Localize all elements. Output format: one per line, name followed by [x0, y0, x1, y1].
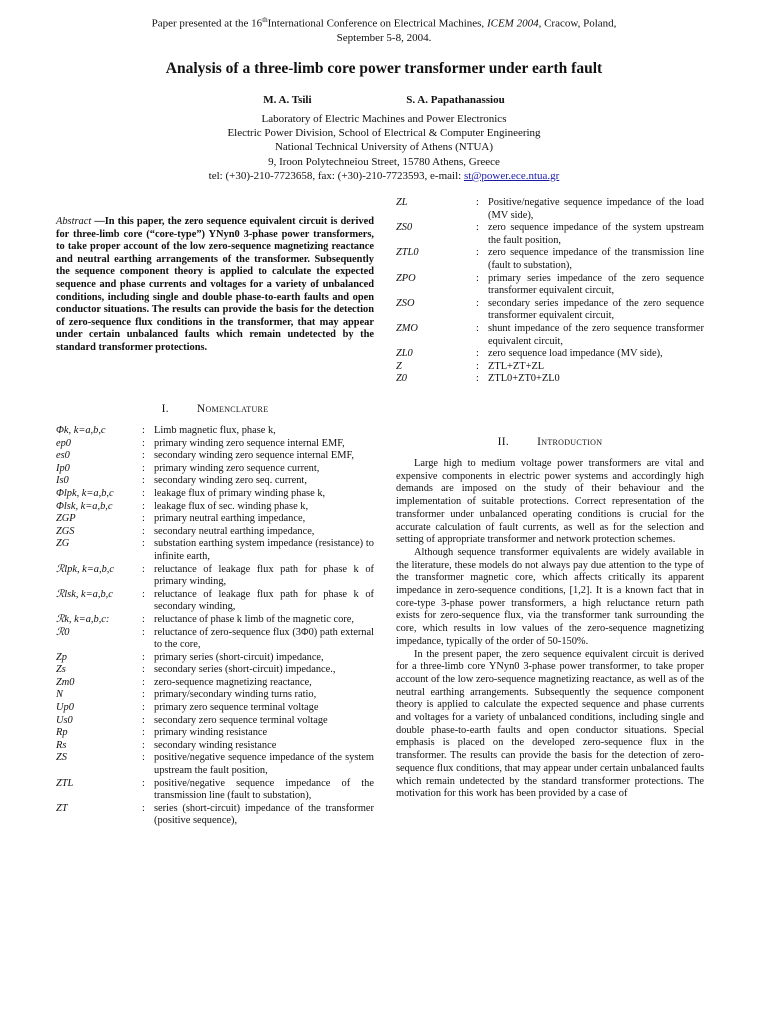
nomenclature-symbol: ℛk, k=a,b,c: [56, 613, 110, 625]
nomenclature-entry [56, 652, 374, 665]
colon-separator: : [142, 538, 145, 550]
colon-separator: : [476, 373, 479, 385]
nomenclature-list-left [56, 425, 374, 828]
abstract-text: —In this paper, the zero sequence equivalent circuit is derived for three-limb core (“core-type”) YNyn0 3-phase power transformers, to take proper account of the low zero-sequence magnetizing reactance and neutral earthing arrangements of the transformer. Subsequently the sequence component theory is applied to calculate the expected sequence and phase currents and voltages for a variety of unbalanced conditions, including single and double phase-to-earth faults and open conductor situations. The results can provide the basis for the detection of zero-sequence flux conditions in the transformer, that may appear under certain unbalanced faults which remain undetected by the standard transformer protections. [56, 216, 374, 353]
colon-separator: : [142, 513, 145, 525]
nomenclature-symbol: ZGS [56, 525, 75, 537]
colon-separator: : [476, 348, 479, 360]
authors [0, 94, 768, 106]
nomenclature-symbol: N [56, 689, 63, 701]
nomenclature-entry [396, 323, 704, 348]
nomenclature-symbol: Rp [56, 727, 68, 739]
nomenclature-entry [56, 803, 374, 828]
nomenclature-definition: reluctance of phase k limb of the magnetic core, [154, 613, 354, 625]
nomenclature-definition: Positive/negative sequence impedance of the load (MV side), [488, 197, 704, 221]
nomenclature-definition: secondary winding resistance [154, 739, 277, 751]
nomenclature-definition: reluctance of leakage flux path for phase k of primary winding, [154, 563, 374, 588]
colon-separator: : [142, 613, 145, 625]
nomenclature-definition: leakage flux of primary winding phase k, [154, 487, 326, 499]
abstract-label: Abstract [56, 216, 92, 227]
nomenclature-symbol: ZGP [56, 513, 76, 525]
nomenclature-symbol: es0 [56, 450, 70, 462]
nomenclature-definition: zero sequence impedance of the transmission line (fault to substation), [488, 247, 704, 271]
affiliation [0, 112, 768, 183]
nomenclature-symbol: ZG [56, 538, 70, 550]
nomenclature-entry [56, 715, 374, 728]
colon-separator: : [142, 487, 145, 499]
nomenclature-definition: primary winding resistance [154, 727, 268, 739]
nomenclature-definition: ZTL0+ZT0+ZL0 [488, 373, 560, 385]
nomenclature-entry [56, 501, 374, 514]
nomenclature-definition: secondary winding zero seq. current, [154, 475, 307, 487]
nomenclature-symbol: Zs [56, 664, 66, 676]
nomenclature-entry [56, 677, 374, 690]
nomenclature-symbol: Z0 [396, 373, 407, 385]
nomenclature-symbol: Φlpk, k=a,b,c [56, 487, 114, 499]
nomenclature-symbol: ZTL [56, 777, 74, 789]
nomenclature-definition: secondary winding zero sequence internal EMF, [154, 450, 354, 462]
nomenclature-entry [396, 348, 704, 361]
nomenclature-definition: series (short-circuit) impedance of the transformer (positive sequence), [154, 802, 374, 827]
nomenclature-entry [56, 564, 374, 589]
nomenclature-entry [56, 425, 374, 438]
email-link[interactable]: st@power.ece.ntua.gr [463, 169, 560, 182]
nomenclature-definition: shunt impedance of the zero sequence transformer equivalent circuit, [488, 322, 704, 347]
nomenclature-entry [56, 627, 374, 652]
intro-paragraph: In the present paper, the zero sequence equivalent circuit is derived for a three-limb core YNyn0 3-phase power transformer, to take proper account of the low zero-sequence magnetizing reactance, as well as of the neutral earthing arrangements. Subsequently the sequence component theory is applied to calculate the expected sequence and phase currents and voltages for a variety of unbalanced conditions, including single and double phase-to-earth faults and open conductor situations. Special emphasis is placed on the developed zero-sequence flux in the transformer. The results can provide the basis for the detection of zero-sequence flux conditions, that may appear under certain unbalanced faults which remain undetected by the standard transformer protections. The motivation for this work has been provided by a case of [396, 648, 704, 800]
nomenclature-entry [56, 689, 374, 702]
nomenclature-definition: zero-sequence magnetizing reactance, [154, 676, 312, 688]
colon-separator: : [476, 322, 479, 334]
nomenclature-entry [56, 589, 374, 614]
conference-line-1: Paper presented at the 16thInternational Conference on Electrical Machines, ICEM 2004, Cracow, Poland, [151, 16, 617, 30]
nomenclature-symbol: ℛlpk, k=a,b,c [56, 563, 115, 575]
nomenclature-list-right [396, 197, 704, 386]
nomenclature-symbol: Zp [56, 651, 67, 663]
nomenclature-symbol: ℛlsk, k=a,b,c [56, 588, 113, 600]
nomenclature-entry [56, 475, 374, 488]
colon-separator: : [142, 563, 145, 575]
nomenclature-symbol: Us0 [56, 714, 73, 726]
section-heading-introduction: II. Introduction [497, 436, 603, 448]
nomenclature-entry [56, 526, 374, 539]
nomenclature-definition: primary zero sequence terminal voltage [154, 702, 319, 714]
nomenclature-definition: zero sequence impedance of the system upstream the fault position, [488, 222, 704, 246]
colon-separator: : [142, 651, 145, 663]
nomenclature-entry [56, 778, 374, 803]
nomenclature-definition: positive/negative sequence impedance of the transmission line (fault to substation), [154, 777, 374, 802]
nomenclature-symbol: ZS0 [396, 222, 413, 234]
nomenclature-entry [56, 463, 374, 476]
colon-separator: : [142, 777, 145, 789]
colon-separator: : [476, 222, 479, 234]
nomenclature-symbol: ZTL0 [396, 247, 419, 259]
abstract [56, 216, 374, 355]
nomenclature-entry [56, 614, 374, 627]
nomenclature-symbol: Z [396, 360, 402, 372]
colon-separator: : [142, 689, 145, 701]
nomenclature-definition: leakage flux of sec. winding phase k, [154, 500, 309, 512]
nomenclature-entry [56, 727, 374, 740]
colon-separator: : [142, 752, 145, 764]
introduction-body [396, 458, 704, 801]
nomenclature-symbol: ep0 [56, 437, 72, 449]
colon-separator: : [142, 739, 145, 751]
nomenclature-entry [396, 273, 704, 298]
colon-separator: : [142, 626, 145, 638]
conference-note [0, 13, 768, 45]
nomenclature-definition: Limb magnetic flux, phase k, [154, 425, 276, 436]
colon-separator: : [142, 664, 145, 676]
colon-separator: : [142, 676, 145, 688]
nomenclature-definition: secondary zero sequence terminal voltage [154, 714, 328, 726]
nomenclature-definition: substation earthing system impedance (resistance) to infinite earth, [154, 538, 374, 562]
paper-title: Analysis of a three-limb core power transformer under earth fault [165, 60, 603, 77]
colon-separator: : [142, 802, 145, 814]
nomenclature-symbol: Ip0 [56, 462, 70, 474]
author-2: S. A. Papathanassiou [406, 94, 505, 106]
nomenclature-entry [396, 373, 704, 386]
nomenclature-symbol: Up0 [56, 702, 74, 714]
colon-separator: : [142, 588, 145, 600]
nomenclature-definition: primary winding zero sequence internal EMF, [154, 437, 345, 449]
nomenclature-symbol: Is0 [56, 475, 69, 487]
nomenclature-entry [56, 513, 374, 526]
nomenclature-definition: primary neutral earthing impedance, [154, 513, 306, 525]
nomenclature-definition: primary series impedance of the zero sequence transformer equivalent circuit, [488, 272, 704, 297]
affiliation-line: Laboratory of Electric Machines and Power Electronics [261, 113, 507, 125]
contact-line: tel: (+30)-210-7723658, fax: (+30)-210-7723593, e-mail: st@power.ece.ntua.gr [208, 169, 560, 182]
nomenclature-entry [56, 488, 374, 501]
nomenclature-symbol: ZMO [396, 322, 418, 334]
nomenclature-symbol: ℛ0 [56, 626, 70, 638]
affiliation-line: 9, Iroon Polytechneiou Street, 15780 Athens, Greece [268, 155, 500, 168]
colon-separator: : [142, 727, 145, 739]
nomenclature-symbol: ZSO [396, 297, 415, 309]
colon-separator: : [142, 425, 145, 436]
nomenclature-entry [56, 740, 374, 753]
nomenclature-entry [396, 222, 704, 247]
section-heading-nomenclature: I. Nomenclature [161, 403, 269, 415]
nomenclature-entry [56, 450, 374, 463]
nomenclature-definition: positive/negative sequence impedance of the system upstream the fault position, [154, 752, 374, 777]
nomenclature-symbol: Φk, k=a,b,c [56, 425, 106, 436]
colon-separator: : [476, 247, 479, 259]
nomenclature-definition: reluctance of leakage flux path for phase k of secondary winding, [154, 588, 374, 613]
nomenclature-entry [396, 197, 704, 222]
nomenclature-definition: primary series (short-circuit) impedance, [154, 651, 324, 663]
nomenclature-definition: secondary series impedance of the zero sequence transformer equivalent circuit, [488, 297, 704, 322]
author-1: M. A. Tsili [263, 94, 312, 106]
colon-separator: : [142, 702, 145, 714]
nomenclature-symbol: ZT [56, 802, 68, 814]
colon-separator: : [142, 437, 145, 449]
nomenclature-entry [56, 752, 374, 777]
colon-separator: : [476, 272, 479, 284]
colon-separator: : [142, 525, 145, 537]
colon-separator: : [142, 714, 145, 726]
intro-paragraph: Large high to medium voltage power transformers are vital and expensive components in electric power systems and accordingly high demands are imposed on the study of their behaviour and the implementation of suitable protections. Correct representation of the transformer under unbalanced operating conditions is crucial for the accurate calculation of fault currents, as well as for the selection and setting of appropriate transformer and network protection schemes. [396, 458, 704, 546]
nomenclature-symbol: ZPO [396, 272, 416, 284]
nomenclature-symbol: Zm0 [56, 676, 75, 688]
nomenclature-symbol: Rs [56, 739, 67, 751]
nomenclature-symbol: ZS [56, 752, 67, 764]
nomenclature-definition: ZTL+ZT+ZL [488, 360, 545, 372]
nomenclature-entry [56, 538, 374, 563]
colon-separator: : [476, 360, 479, 372]
colon-separator: : [476, 297, 479, 309]
intro-paragraph: Although sequence transformer equivalents are widely available in the literature, these models do not always pay due attention to the type of the transformer magnetic core, which affects critically its apparent impedance in zero-sequence conditions, [1,2]. It is a known fact that in core-type 3-phase power transformers, a high reluctance return path exists for zero-sequence flux, via the transformer tank surrounding the core, which results in low values of the zero-sequence magnetizing impedance, typically of the order of 50-150%. [396, 546, 704, 647]
affiliation-line: Electric Power Division, School of Electrical & Computer Engineering [227, 127, 541, 140]
nomenclature-definition: primary winding zero sequence current, [154, 462, 320, 474]
nomenclature-entry [396, 247, 704, 272]
colon-separator: : [142, 475, 145, 487]
nomenclature-entry [56, 702, 374, 715]
nomenclature-entry [56, 664, 374, 677]
colon-separator: : [142, 500, 145, 512]
nomenclature-symbol: Φlsk, k=a,b,c [56, 500, 113, 512]
affiliation-line: National Technical University of Athens (NTUA) [274, 141, 494, 154]
nomenclature-entry [56, 438, 374, 451]
nomenclature-entry [396, 298, 704, 323]
nomenclature-definition: secondary series (short-circuit) impedance., [154, 664, 336, 676]
nomenclature-definition: secondary neutral earthing impedance, [154, 525, 315, 537]
nomenclature-symbol: ZL [396, 197, 408, 208]
nomenclature-definition: primary/secondary winding turns ratio, [154, 689, 317, 701]
colon-separator: : [142, 462, 145, 474]
nomenclature-entry [396, 361, 704, 374]
nomenclature-symbol: ZL0 [396, 348, 413, 360]
conference-line-2: September 5-8, 2004. [336, 31, 432, 44]
colon-separator: : [476, 197, 479, 208]
nomenclature-definition: zero sequence load impedance (MV side), [488, 348, 663, 360]
nomenclature-definition: reluctance of zero-sequence flux (3Φ0) path external to the core, [154, 626, 374, 651]
colon-separator: : [142, 450, 145, 462]
